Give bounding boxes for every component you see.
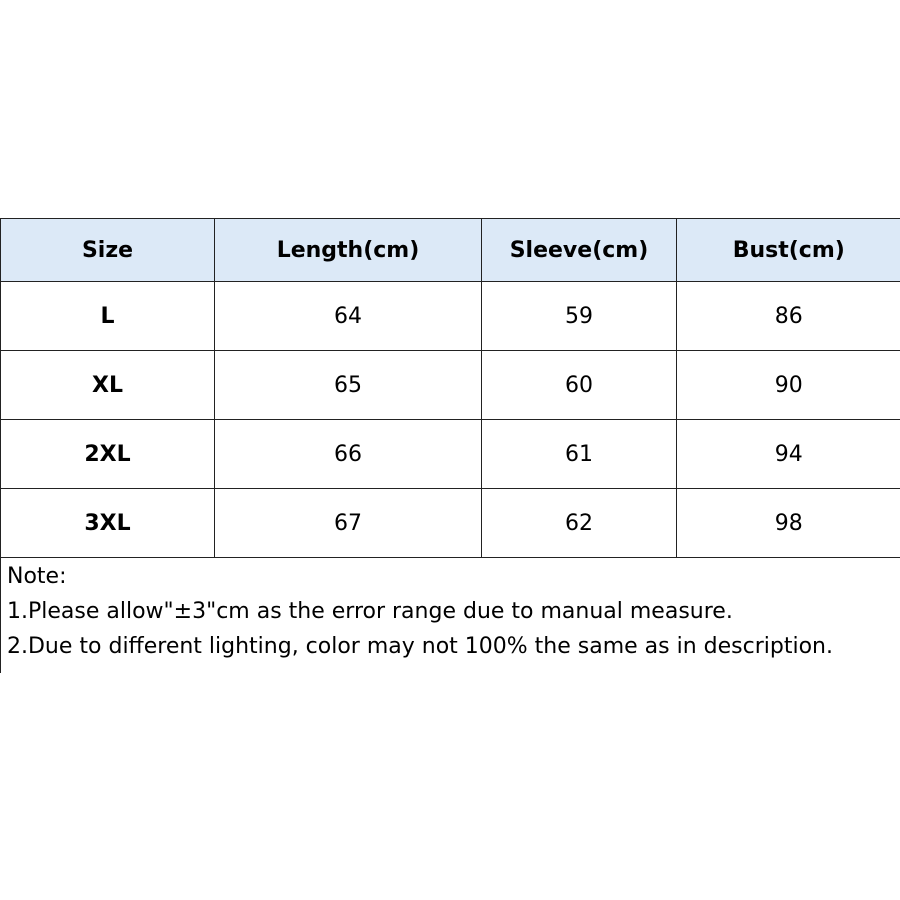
cell-bust: 86 bbox=[677, 282, 900, 351]
cell-sleeve: 59 bbox=[482, 282, 677, 351]
cell-size: L bbox=[1, 282, 215, 351]
cell-length: 64 bbox=[215, 282, 482, 351]
cell-size: XL bbox=[1, 351, 215, 420]
table-row bbox=[1, 489, 900, 558]
table-row bbox=[1, 282, 900, 351]
cell-bust: 90 bbox=[677, 351, 900, 420]
note-line-2: 2.Due to different lighting, color may not 100% the same as in description. bbox=[7, 634, 833, 659]
header-size: Size bbox=[1, 219, 215, 282]
table-header-row bbox=[1, 219, 900, 282]
header-sleeve: Sleeve(cm) bbox=[482, 219, 677, 282]
cell-length: 66 bbox=[215, 420, 482, 489]
cell-sleeve: 60 bbox=[482, 351, 677, 420]
table-row bbox=[1, 351, 900, 420]
table-row bbox=[1, 420, 900, 489]
notes-title: Note: bbox=[7, 564, 67, 589]
cell-sleeve: 61 bbox=[482, 420, 677, 489]
notes-section bbox=[0, 557, 900, 673]
cell-length: 65 bbox=[215, 351, 482, 420]
cell-sleeve: 62 bbox=[482, 489, 677, 558]
header-bust: Bust(cm) bbox=[677, 219, 900, 282]
cell-size: 3XL bbox=[1, 489, 215, 558]
cell-bust: 98 bbox=[677, 489, 900, 558]
cell-size: 2XL bbox=[1, 420, 215, 489]
header-length: Length(cm) bbox=[215, 219, 482, 282]
cell-bust: 94 bbox=[677, 420, 900, 489]
cell-length: 67 bbox=[215, 489, 482, 558]
note-line-1: 1.Please allow"±3"cm as the error range due to manual measure. bbox=[7, 599, 733, 624]
size-chart-table bbox=[0, 218, 900, 558]
